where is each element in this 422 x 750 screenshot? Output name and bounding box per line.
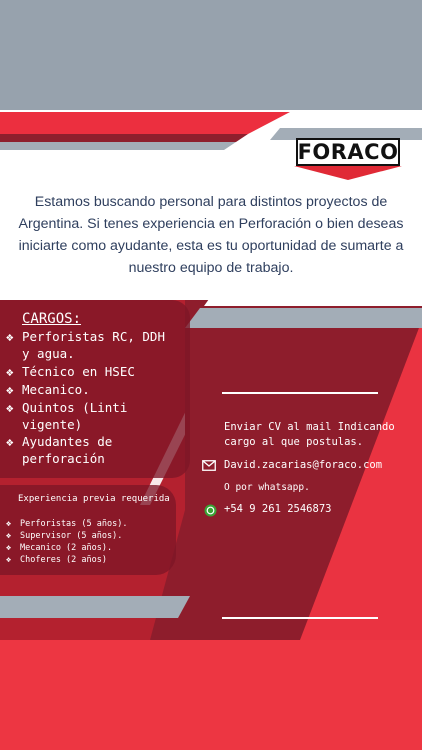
cargo-item — [6, 381, 90, 398]
email-address[interactable]: David.zacarias@foraco.com — [224, 459, 383, 471]
phone-number[interactable]: +54 9 261 2546873 — [224, 503, 332, 515]
mid-grey-stripe — [185, 308, 422, 328]
bullet-icon: ❖ — [6, 382, 14, 397]
bullet-icon: ❖ — [6, 531, 12, 541]
cargo-item — [6, 433, 112, 467]
bullet-icon: ❖ — [6, 519, 12, 529]
cargo-item-text: Mecanico. — [22, 382, 90, 397]
bullet-icon: ❖ — [6, 400, 14, 415]
bullet-icon: ❖ — [6, 555, 12, 565]
whatsapp-label: O por whatsapp. — [224, 482, 310, 493]
cargo-item-text: Quintos (Linti vigente) — [22, 400, 128, 432]
experience-item-text: Mecanico (2 años). — [20, 543, 113, 553]
experience-item-text: Choferes (2 años) — [20, 555, 107, 565]
cargo-item — [6, 363, 135, 380]
top-grey-stripe — [0, 142, 236, 150]
experience-item — [6, 554, 107, 566]
experience-item-text: Supervisor (5 años). — [20, 531, 123, 541]
logo-triangle — [294, 166, 402, 180]
cv-instructions: Enviar CV al mail Indicando cargo al que postulas. — [224, 421, 395, 448]
bullet-icon: ❖ — [6, 364, 14, 379]
top-divider — [222, 392, 378, 394]
experience-item — [6, 530, 122, 542]
top-red-stripe — [0, 112, 290, 134]
top-background-band — [0, 0, 422, 110]
top-dark-stripe — [0, 134, 248, 142]
whatsapp-icon — [204, 504, 217, 517]
logo-text: FORACO — [297, 140, 399, 164]
cargo-item — [6, 328, 165, 362]
cargo-item-text: Perforistas RC, DDH y agua. — [22, 329, 165, 361]
intro-paragraph: Estamos buscando personal para distintos proyectos de Argentina. Si tenes experiencia en Perforación o bien deseas iniciarte como ayudante, esta es tu oportunidad de sumarte a nuestro equipo de trabajo. — [18, 194, 404, 276]
bullet-icon: ❖ — [6, 434, 14, 449]
cargo-item — [6, 399, 127, 433]
experience-item-text: Perforistas (5 años). — [20, 519, 128, 529]
bottom-background-band — [0, 640, 422, 750]
bullet-icon: ❖ — [6, 329, 14, 344]
bullet-icon: ❖ — [6, 543, 12, 553]
bottom-grey-stripe — [0, 596, 190, 618]
experience-item — [6, 542, 112, 554]
cargos-title: CARGOS: — [22, 311, 82, 327]
cargo-item-text: Ayudantes de perforación — [22, 434, 113, 466]
mid-white-stripe — [204, 292, 422, 306]
bottom-divider — [222, 617, 378, 619]
foraco-logo — [296, 138, 400, 166]
cargo-item-text: Técnico en HSEC — [22, 364, 135, 379]
experience-item — [6, 518, 127, 530]
mail-icon — [202, 460, 216, 471]
experience-title: Experiencia previa requerida — [18, 494, 170, 504]
